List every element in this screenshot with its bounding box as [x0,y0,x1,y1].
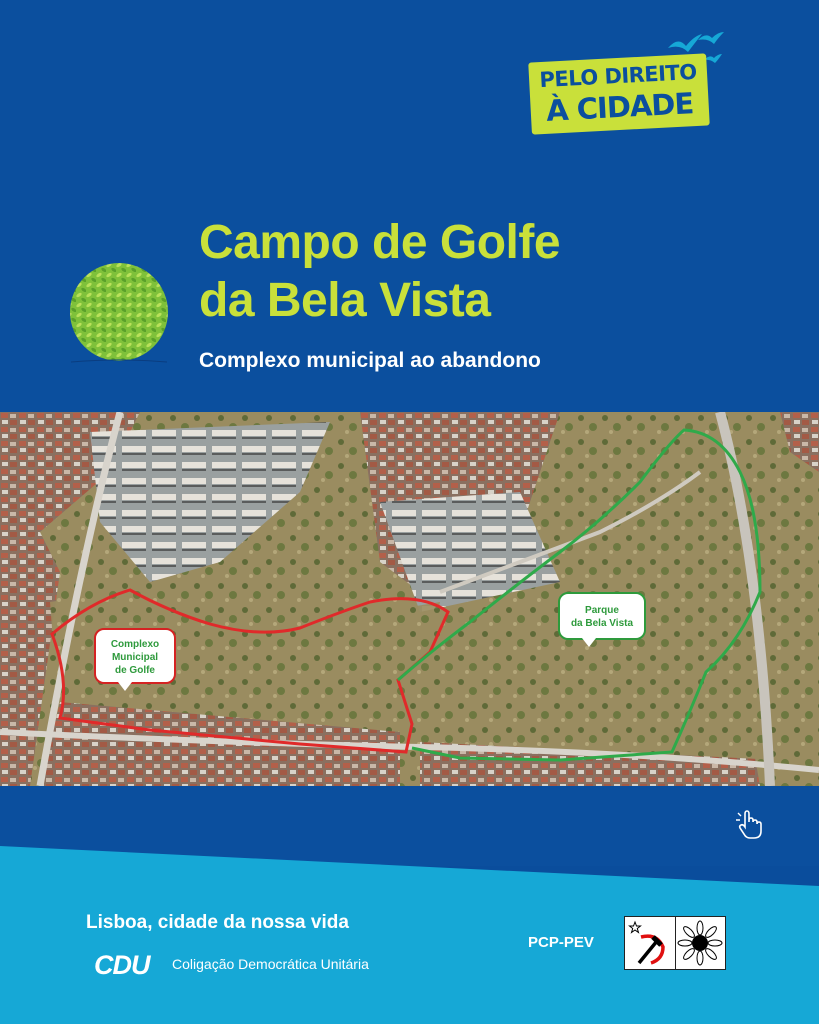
callout-park-line1: Parque [585,605,619,616]
callout-park [558,592,646,640]
page-subtitle: Complexo municipal ao abandono [199,349,541,372]
satellite-map [0,412,819,786]
callout-golf-line3: de Golfe [114,665,155,676]
hammer-sickle-icon [625,917,676,969]
title-line1: Campo de Golfe [199,216,561,269]
sunflower-icon [675,917,725,969]
cdu-full-name: Coligação Democrática Unitária [172,956,369,972]
page-title [199,214,560,330]
callout-golf-complex [94,628,176,684]
cdu-logo: CDU [94,950,150,980]
callout-park-line2: da Bela Vista [570,618,634,629]
party-logos [624,916,726,970]
parties-label: PCP-PEV [528,934,594,951]
callout-golf-line1: Complexo [110,639,160,650]
badge-line2: À CIDADE [545,86,694,128]
tree-icon [66,262,172,368]
footer-slogan: Lisboa, cidade da nossa vida [86,912,349,933]
hand-pointer-icon[interactable] [736,810,764,840]
title-line2: da Bela Vista [199,274,491,327]
badge-line1: PELO DIREITO [538,59,698,93]
campaign-badge [528,53,710,134]
callout-golf-line2: Municipal [111,652,159,663]
